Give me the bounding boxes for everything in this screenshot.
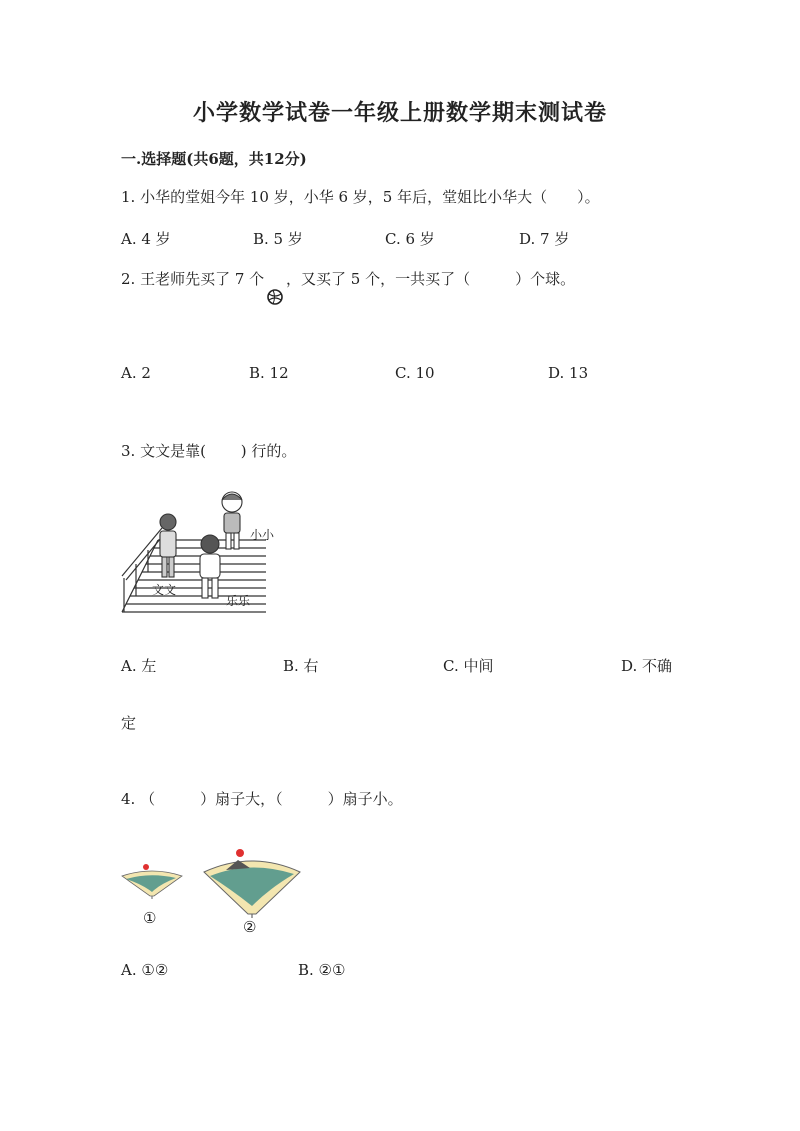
question-1-option-b[interactable]: B. 5 岁 bbox=[253, 230, 303, 248]
question-4-option-b[interactable]: B. ②① bbox=[298, 961, 346, 979]
label-xiaoxiao: 小小 bbox=[250, 528, 275, 542]
page-title: 小学数学试卷一年级上册数学期末测试卷 bbox=[192, 100, 607, 126]
question-3-option-d[interactable]: D. 不确 bbox=[621, 657, 673, 675]
question-3-option-b[interactable]: B. 右 bbox=[283, 657, 319, 675]
stairs-illustration bbox=[118, 488, 278, 616]
question-3-option-a[interactable]: A. 左 bbox=[121, 657, 157, 675]
question-2-text-part1: 2. 王老师先买了 7 个 bbox=[121, 270, 265, 288]
fan-label-2: ② bbox=[243, 918, 257, 936]
question-2-option-b[interactable]: B. 12 bbox=[249, 364, 289, 382]
question-2-option-d[interactable]: D. 13 bbox=[548, 364, 589, 382]
question-2-option-a[interactable]: A. 2 bbox=[121, 364, 151, 382]
question-3-option-d-wrap: 定 bbox=[121, 714, 137, 732]
question-1-option-d[interactable]: D. 7 岁 bbox=[519, 230, 570, 248]
section-heading: 一.选择题(共6题，共12分) bbox=[121, 150, 307, 168]
fan-small-illustration bbox=[120, 862, 184, 900]
question-1-text: 1. 小华的堂姐今年 10 岁，小华 6 岁，5 年后，堂姐比小华大（ ）。 bbox=[121, 188, 600, 206]
question-3-text: 3. 文文是靠( ) 行的。 bbox=[121, 442, 297, 460]
fan-large-illustration bbox=[202, 846, 302, 918]
question-3-option-c[interactable]: C. 中间 bbox=[443, 657, 494, 675]
question-4-text: 4. （ ）扇子大，（ ）扇子小。 bbox=[121, 790, 403, 808]
label-wenwen: 文文 bbox=[152, 583, 177, 597]
label-lele: 乐乐 bbox=[226, 594, 251, 608]
question-1-option-c[interactable]: C. 6 岁 bbox=[385, 230, 435, 248]
question-2-option-c[interactable]: C. 10 bbox=[395, 364, 435, 382]
question-4-option-a[interactable]: A. ①② bbox=[121, 961, 169, 979]
fan-label-1: ① bbox=[143, 909, 157, 927]
ball-icon bbox=[266, 288, 284, 306]
question-1-option-a[interactable]: A. 4 岁 bbox=[121, 230, 171, 248]
question-2-text-part2: ，又买了 5 个，一共买了（ ）个球。 bbox=[286, 270, 576, 288]
